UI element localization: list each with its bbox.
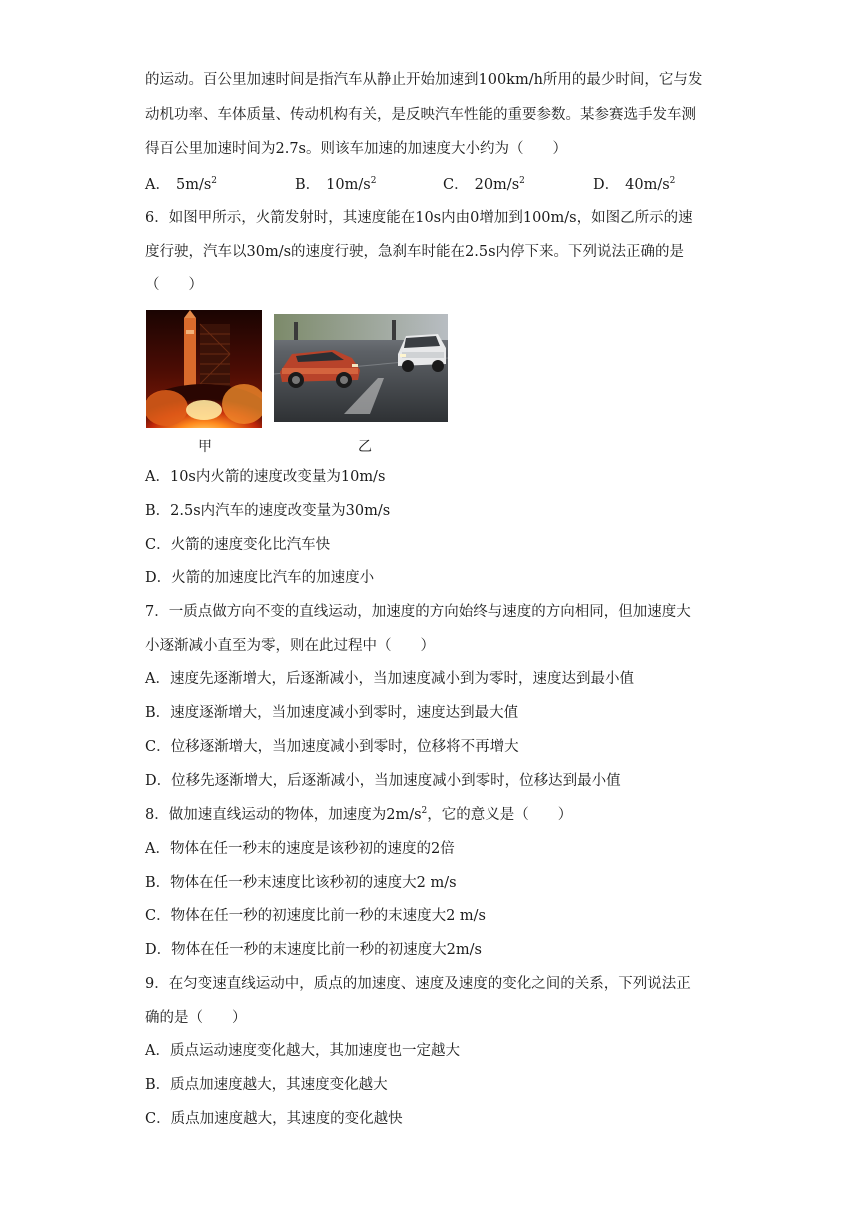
q5-option-b: B． $10m/s^2$: [295, 176, 377, 193]
q8-option-a: A．物体在任一秒末的速度是该秒初的速度的2倍: [145, 841, 455, 857]
q8-stem-superscript: 2: [421, 806, 428, 816]
q5-option-c: C． $20m/s^2$: [443, 176, 525, 193]
q7-stem-line-1: 7．一质点做方向不变的直线运动，加速度的方向始终与速度的方向相同，但加速度大: [145, 604, 691, 620]
q8-option-b: B．物体在任一秒末速度比该秒初的速度大2 m/s: [145, 875, 457, 891]
q5-option-d: D． $40m/s^2$: [593, 176, 676, 193]
q9-option-c: C．质点加速度越大，其速度的变化越快: [145, 1111, 403, 1127]
q7-stem-line-2: 小逐渐减小直至为零，则在此过程中（ ）: [145, 638, 435, 654]
q8-stem-text: 8．做加速直线运动的物体，加速度为2m/s: [145, 807, 422, 823]
q9-stem-line-2: 确的是（ ）: [145, 1010, 247, 1026]
q6-option-a: A．10s内火箭的速度改变量为10m/s: [145, 469, 386, 485]
q9-option-a: A．质点运动速度变化越大，其加速度也一定越大: [145, 1043, 460, 1059]
q9-option-b: B．质点加速度越大，其速度变化越大: [145, 1077, 388, 1093]
q8-option-c: C．物体在任一秒的初速度比前一秒的末速度大2 m/s: [145, 908, 487, 924]
q6-option-c: C．火箭的速度变化比汽车快: [145, 537, 331, 553]
q8-stem-tail: ，它的意义是（ ）: [427, 807, 573, 823]
q6-option-d: D．火箭的加速度比汽车的加速度小: [145, 570, 375, 586]
q7-option-b: B．速度逐渐增大，当加速度减小到零时，速度达到最大值: [145, 705, 519, 721]
q5-stem-line-1: 的运动。百公里加速时间是指汽车从静止开始加速到100km/h所用的最少时间，它与发: [145, 72, 703, 88]
q5-options: [145, 173, 725, 195]
q7-option-c: C．位移逐渐增大，当加速度减小到零时，位移将不再增大: [145, 739, 519, 755]
q5-stem-line-2: 动机功率、车体质量、传动机构有关，是反映汽车性能的重要参数。某参赛选手发车测: [145, 107, 696, 123]
q7-option-a: A．速度先逐渐增大，后逐渐减小，当加速度减小到为零时，速度达到最小值: [145, 671, 634, 687]
q6-stem-line-3: （ ）: [145, 277, 203, 293]
q8-option-d: D．物体在任一秒的末速度比前一秒的初速度大2m/s: [145, 942, 482, 958]
q8-stem: [145, 805, 572, 825]
q5-option-a: A． $5m/s^2$: [145, 176, 218, 193]
q5-stem-line-3: 得百公里加速时间为2.7s。则该车加速的加速度大小约为（ ）: [145, 141, 567, 157]
rocket-launch-image: [146, 310, 262, 428]
q7-option-d: D．位移先逐渐增大，后逐渐减小，当加速度减小到零时，位移达到最小值: [145, 773, 621, 789]
q6-stem-line-1: 6．如图甲所示，火箭发射时，其速度能在10s内由0增加到100m/s，如图乙所示的速: [145, 210, 693, 226]
cars-driving-image: [274, 314, 448, 422]
q6-option-b: B．2.5s内汽车的速度改变量为30m/s: [145, 503, 391, 519]
q9-stem-line-1: 9．在匀变速直线运动中，质点的加速度、速度及速度的变化之间的关系，下列说法正: [145, 976, 691, 992]
image-caption-right: 乙: [358, 439, 372, 455]
q6-stem-line-2: 度行驶，汽车以30m/s的速度行驶，急刹车时能在2.5s内停下来。下列说法正确的是: [145, 244, 685, 260]
image-caption-left: 甲: [198, 439, 212, 455]
